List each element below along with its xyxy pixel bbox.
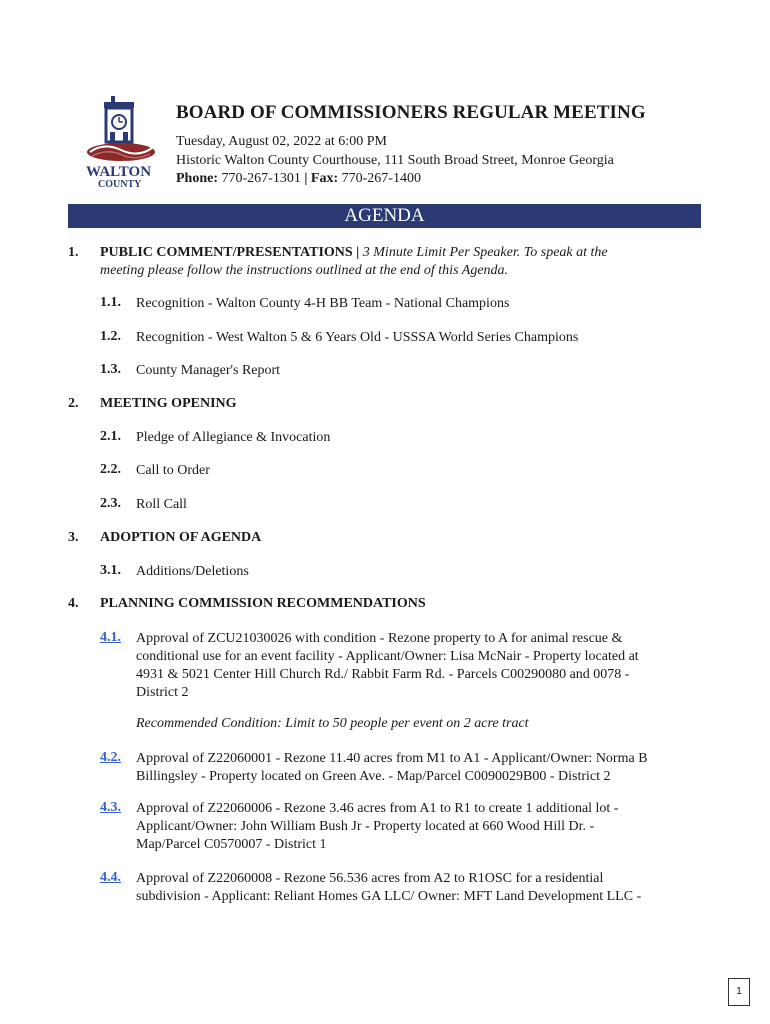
page-number: 1 — [728, 978, 750, 1006]
item-text: Pledge of Allegiance & Invocation — [136, 430, 331, 445]
item-number-link[interactable]: 4.4. — [100, 870, 121, 885]
item-text — [136, 630, 706, 702]
item-text-line: subdivision - Applicant: Reliant Homes GA LLC/ Owner: MFT Land Development LLC - — [136, 889, 642, 904]
phone-number: 770-267-1301 — [221, 171, 301, 186]
item-text: Call to Order — [136, 463, 210, 478]
logo-county-text: COUNTY — [98, 179, 142, 188]
item-text: Roll Call — [136, 497, 187, 512]
meeting-datetime: Tuesday, August 02, 2022 at 6:00 PM — [176, 134, 387, 149]
item-number-link[interactable]: 4.1. — [100, 630, 121, 645]
section-title: PLANNING COMMISSION RECOMMENDATIONS — [100, 596, 426, 611]
item-text: Additions/Deletions — [136, 564, 249, 579]
item-text-line: conditional use for an event facility - Applicant/Owner: Lisa McNair - Property located at — [136, 649, 639, 664]
section-title: PUBLIC COMMENT/PRESENTATIONS | — [100, 245, 360, 260]
section-number: 3. — [68, 530, 79, 545]
item-text-line: 4931 & 5021 Center Hill Church Rd./ Rabbit Farm Rd. - Parcels C00290080 and 0078 - — [136, 667, 630, 682]
item-text-line: Applicant/Owner: John William Bush Jr - Property located at 660 Wood Hill Dr. - — [136, 819, 595, 834]
item-text — [136, 800, 706, 854]
item-number-link[interactable]: 4.2. — [100, 750, 121, 765]
logo-walton-text: WALTON — [86, 164, 152, 180]
item-text — [136, 870, 706, 906]
meeting-contact — [176, 171, 421, 187]
contact-separator: | — [304, 171, 308, 186]
section-number: 2. — [68, 396, 79, 411]
courthouse-logo-icon — [84, 94, 158, 188]
item-number: 2.1. — [100, 429, 121, 444]
fax-label: Fax: — [310, 171, 339, 186]
section-note-continued: meeting please follow the instructions outlined at the end of this Agenda. — [100, 263, 509, 278]
item-number: 2.2. — [100, 462, 121, 477]
item-number: 1.1. — [100, 295, 121, 310]
item-text — [136, 750, 706, 786]
item-text-line: Approval of Z22060006 - Rezone 3.46 acres from A1 to R1 to create 1 additional lot - — [136, 801, 619, 816]
walton-county-logo — [84, 94, 158, 188]
item-text-line: Approval of Z22060001 - Rezone 11.40 acres from M1 to A1 - Applicant/Owner: Norma B — [136, 751, 648, 766]
fax-number: 770-267-1400 — [341, 171, 421, 186]
item-number: 1.2. — [100, 329, 121, 344]
meeting-title: BOARD OF COMMISSIONERS REGULAR MEETING — [176, 102, 646, 123]
item-text-line: Approval of ZCU21030026 with condition - Rezone property to A for animal rescue & — [136, 631, 623, 646]
item-text-line: District 2 — [136, 685, 189, 700]
section-number: 4. — [68, 596, 79, 611]
agenda-heading-bar: AGENDA — [68, 204, 701, 228]
meeting-location: Historic Walton County Courthouse, 111 South Broad Street, Monroe Georgia — [176, 153, 614, 168]
item-text: Recognition - Walton County 4-H BB Team - National Champions — [136, 296, 510, 311]
item-number-link[interactable]: 4.3. — [100, 800, 121, 815]
section-title: ADOPTION OF AGENDA — [100, 530, 262, 545]
item-number: 1.3. — [100, 362, 121, 377]
item-text: Recognition - West Walton 5 & 6 Years Old - USSSA World Series Champions — [136, 330, 579, 345]
item-number: 3.1. — [100, 563, 121, 578]
item-number: 2.3. — [100, 496, 121, 511]
phone-label: Phone: — [176, 171, 218, 186]
section-title: MEETING OPENING — [100, 396, 237, 411]
section-number: 1. — [68, 245, 79, 260]
section-note: 3 Minute Limit Per Speaker. To speak at the — [362, 245, 608, 260]
item-text-line: Map/Parcel C0570007 - District 1 — [136, 837, 327, 852]
item-text-line: Approval of Z22060008 - Rezone 56.536 acres from A2 to R1OSC for a residential — [136, 871, 604, 886]
recommended-condition: Recommended Condition: Limit to 50 people per event on 2 acre tract — [136, 716, 529, 731]
item-text: County Manager's Report — [136, 363, 281, 378]
item-text-line: Billingsley - Property located on Green Ave. - Map/Parcel C0090029B00 - District 2 — [136, 769, 611, 784]
